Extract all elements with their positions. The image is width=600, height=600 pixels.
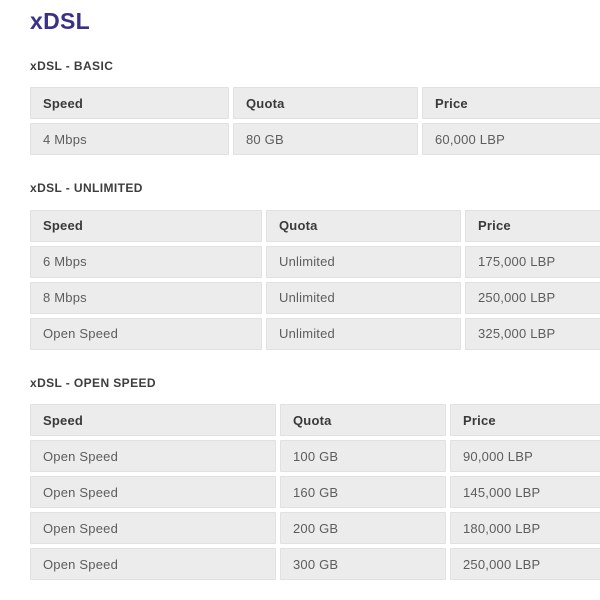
quota-cell: Unlimited <box>266 282 461 314</box>
table-row <box>30 476 600 508</box>
column-header-speed: Speed <box>30 87 229 119</box>
quota-cell: Unlimited <box>266 318 461 350</box>
section-label: xDSL - OPEN SPEED <box>30 375 156 390</box>
speed-cell: Open Speed <box>30 318 262 350</box>
column-header-speed: Speed <box>30 404 276 436</box>
quota-cell: 300 GB <box>280 548 446 580</box>
plan-table <box>26 400 600 584</box>
column-header-speed: Speed <box>30 210 262 242</box>
plan-table <box>26 206 600 354</box>
table-row <box>30 512 600 544</box>
quota-cell: 80 GB <box>233 123 418 155</box>
price-cell: 90,000 LBP <box>450 440 600 472</box>
price-cell: 325,000 LBP <box>465 318 600 350</box>
speed-cell: Open Speed <box>30 512 276 544</box>
section-label: xDSL - UNLIMITED <box>30 181 143 196</box>
speed-cell: Open Speed <box>30 440 276 472</box>
column-header-quota: Quota <box>280 404 446 436</box>
price-cell: 250,000 LBP <box>465 282 600 314</box>
speed-cell: Open Speed <box>30 476 276 508</box>
plan-sections <box>30 59 600 584</box>
price-cell: 250,000 LBP <box>450 548 600 580</box>
table-row <box>30 548 600 580</box>
table-row <box>30 282 600 314</box>
price-cell: 175,000 LBP <box>465 246 600 278</box>
column-header-price: Price <box>465 210 600 242</box>
table-row <box>30 318 600 350</box>
table-row <box>30 246 600 278</box>
plan-table <box>26 83 600 159</box>
price-cell: 60,000 LBP <box>422 123 600 155</box>
price-cell: 145,000 LBP <box>450 476 600 508</box>
column-header-price: Price <box>422 87 600 119</box>
speed-cell: 6 Mbps <box>30 246 262 278</box>
quota-cell: Unlimited <box>266 246 461 278</box>
speed-cell: 8 Mbps <box>30 282 262 314</box>
column-header-quota: Quota <box>266 210 461 242</box>
section-label: xDSL - BASIC <box>30 59 114 73</box>
table-row <box>30 440 600 472</box>
price-cell: 180,000 LBP <box>450 512 600 544</box>
table-row <box>30 123 600 155</box>
quota-cell: 160 GB <box>280 476 446 508</box>
header-row <box>30 404 600 436</box>
header-row <box>30 210 600 242</box>
quota-cell: 200 GB <box>280 512 446 544</box>
speed-cell: Open Speed <box>30 548 276 580</box>
quota-cell: 100 GB <box>280 440 446 472</box>
speed-cell: 4 Mbps <box>30 123 229 155</box>
column-header-price: Price <box>450 404 600 436</box>
column-header-quota: Quota <box>233 87 418 119</box>
header-row <box>30 87 600 119</box>
page-title: xDSL <box>30 8 90 34</box>
